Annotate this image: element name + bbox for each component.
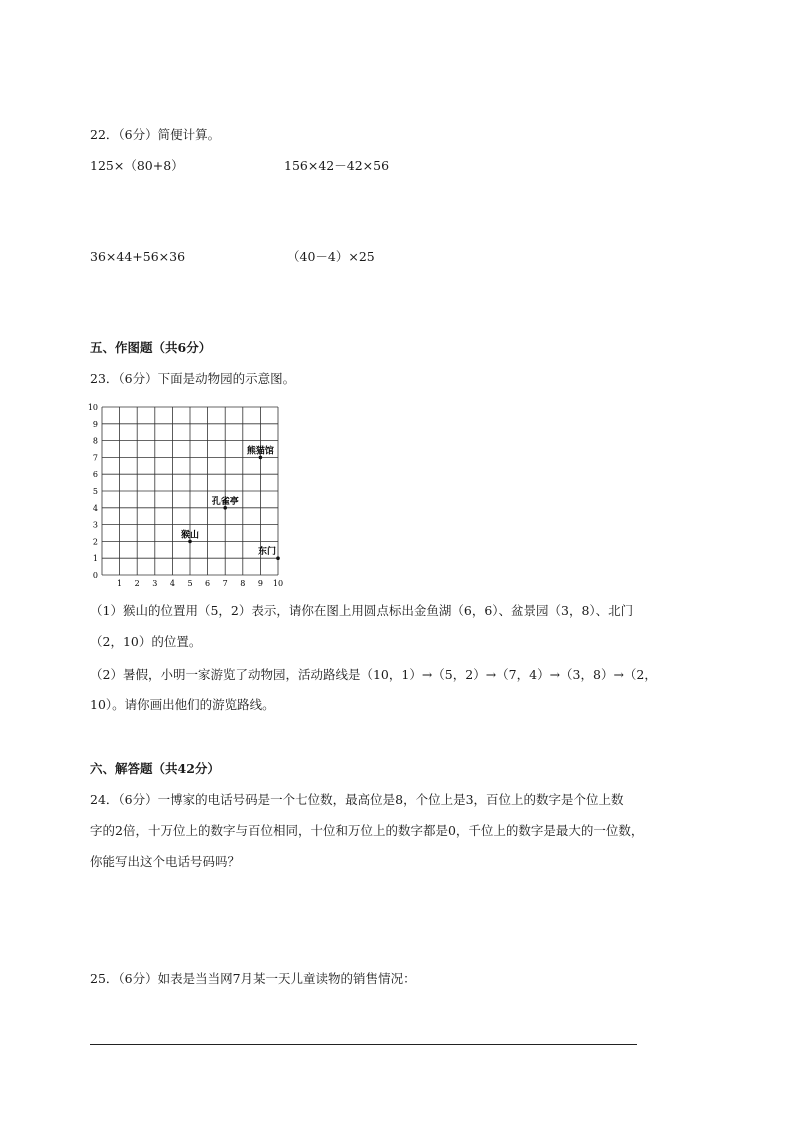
q23-part1-line1: （1）猴山的位置用（5，2）表示，请你在图上用圆点标出金鱼湖（6，6）、盆景园（3，8）、北门 [90,603,634,618]
x-tick-4: 4 [169,579,175,588]
place-label-1: 孔雀亭 [211,496,239,507]
y-tick-6: 6 [92,470,98,480]
section5-heading: 五、作图题（共6分） [90,340,212,355]
place-point-3 [276,556,280,560]
q22-expr-2: 156×42－42×56 [284,158,390,173]
q23-title: 23．（6分）下面是动物园的示意图。 [90,371,296,386]
x-tick-10: 10 [272,579,284,588]
y-tick-5: 5 [92,487,98,496]
section6-heading: 六、解答题（共42分） [90,761,220,776]
y-tick-4: 4 [92,503,98,513]
x-tick-2: 2 [134,579,140,588]
footer-divider [90,1044,637,1045]
q23-part1-line2: （2，10）的位置。 [90,634,202,649]
x-tick-5: 5 [187,579,193,588]
q23-part2-line2: 10）。请你画出他们的游览路线。 [90,697,275,712]
y-tick-3: 3 [92,520,98,530]
q24-line1: 24．（6分）一博家的电话号码是一个七位数，最高位是8，个位上是3，百位上的数字是个位上数 [90,792,624,807]
q24-line3: 你能写出这个电话号码吗？ [90,854,241,869]
y-tick-0: 0 [92,571,98,580]
y-tick-9: 9 [92,419,98,429]
y-tick-10: 10 [87,403,98,412]
place-label-2: 猴山 [180,530,200,541]
y-tick-2: 2 [92,537,98,547]
q25-title: 25．（6分）如表是当当网7月某一天儿童读物的销售情况： [90,971,416,986]
x-tick-3: 3 [152,579,158,588]
y-tick-1: 1 [92,554,98,564]
place-label-0: 熊猫馆 [246,446,274,457]
q22-expr-3: 36×44+56×36 [90,249,186,264]
x-tick-9: 9 [257,579,263,588]
q22-title: 22．（6分）简便计算。 [90,127,221,142]
y-tick-8: 8 [92,436,98,446]
q23-part2-line1: （2）暑假，小明一家游览了动物园，活动路线是（10，1）→（5，2）→（7，4）→（3，8）→（2， [90,667,657,682]
x-tick-7: 7 [222,579,228,588]
x-tick-1: 1 [117,579,123,588]
x-tick-6: 6 [205,579,211,588]
q22-expr-4: （40－4）×25 [287,249,375,264]
q22-expr-1: 125×（80+8） [90,158,184,173]
y-tick-7: 7 [92,453,98,463]
q24-line2: 字的2倍，十万位上的数字与百位相同，十位和万位上的数字都是0，千位上的数字是最大的一位数， [90,823,644,838]
place-label-3: 东门 [257,547,276,558]
x-tick-8: 8 [240,579,246,588]
